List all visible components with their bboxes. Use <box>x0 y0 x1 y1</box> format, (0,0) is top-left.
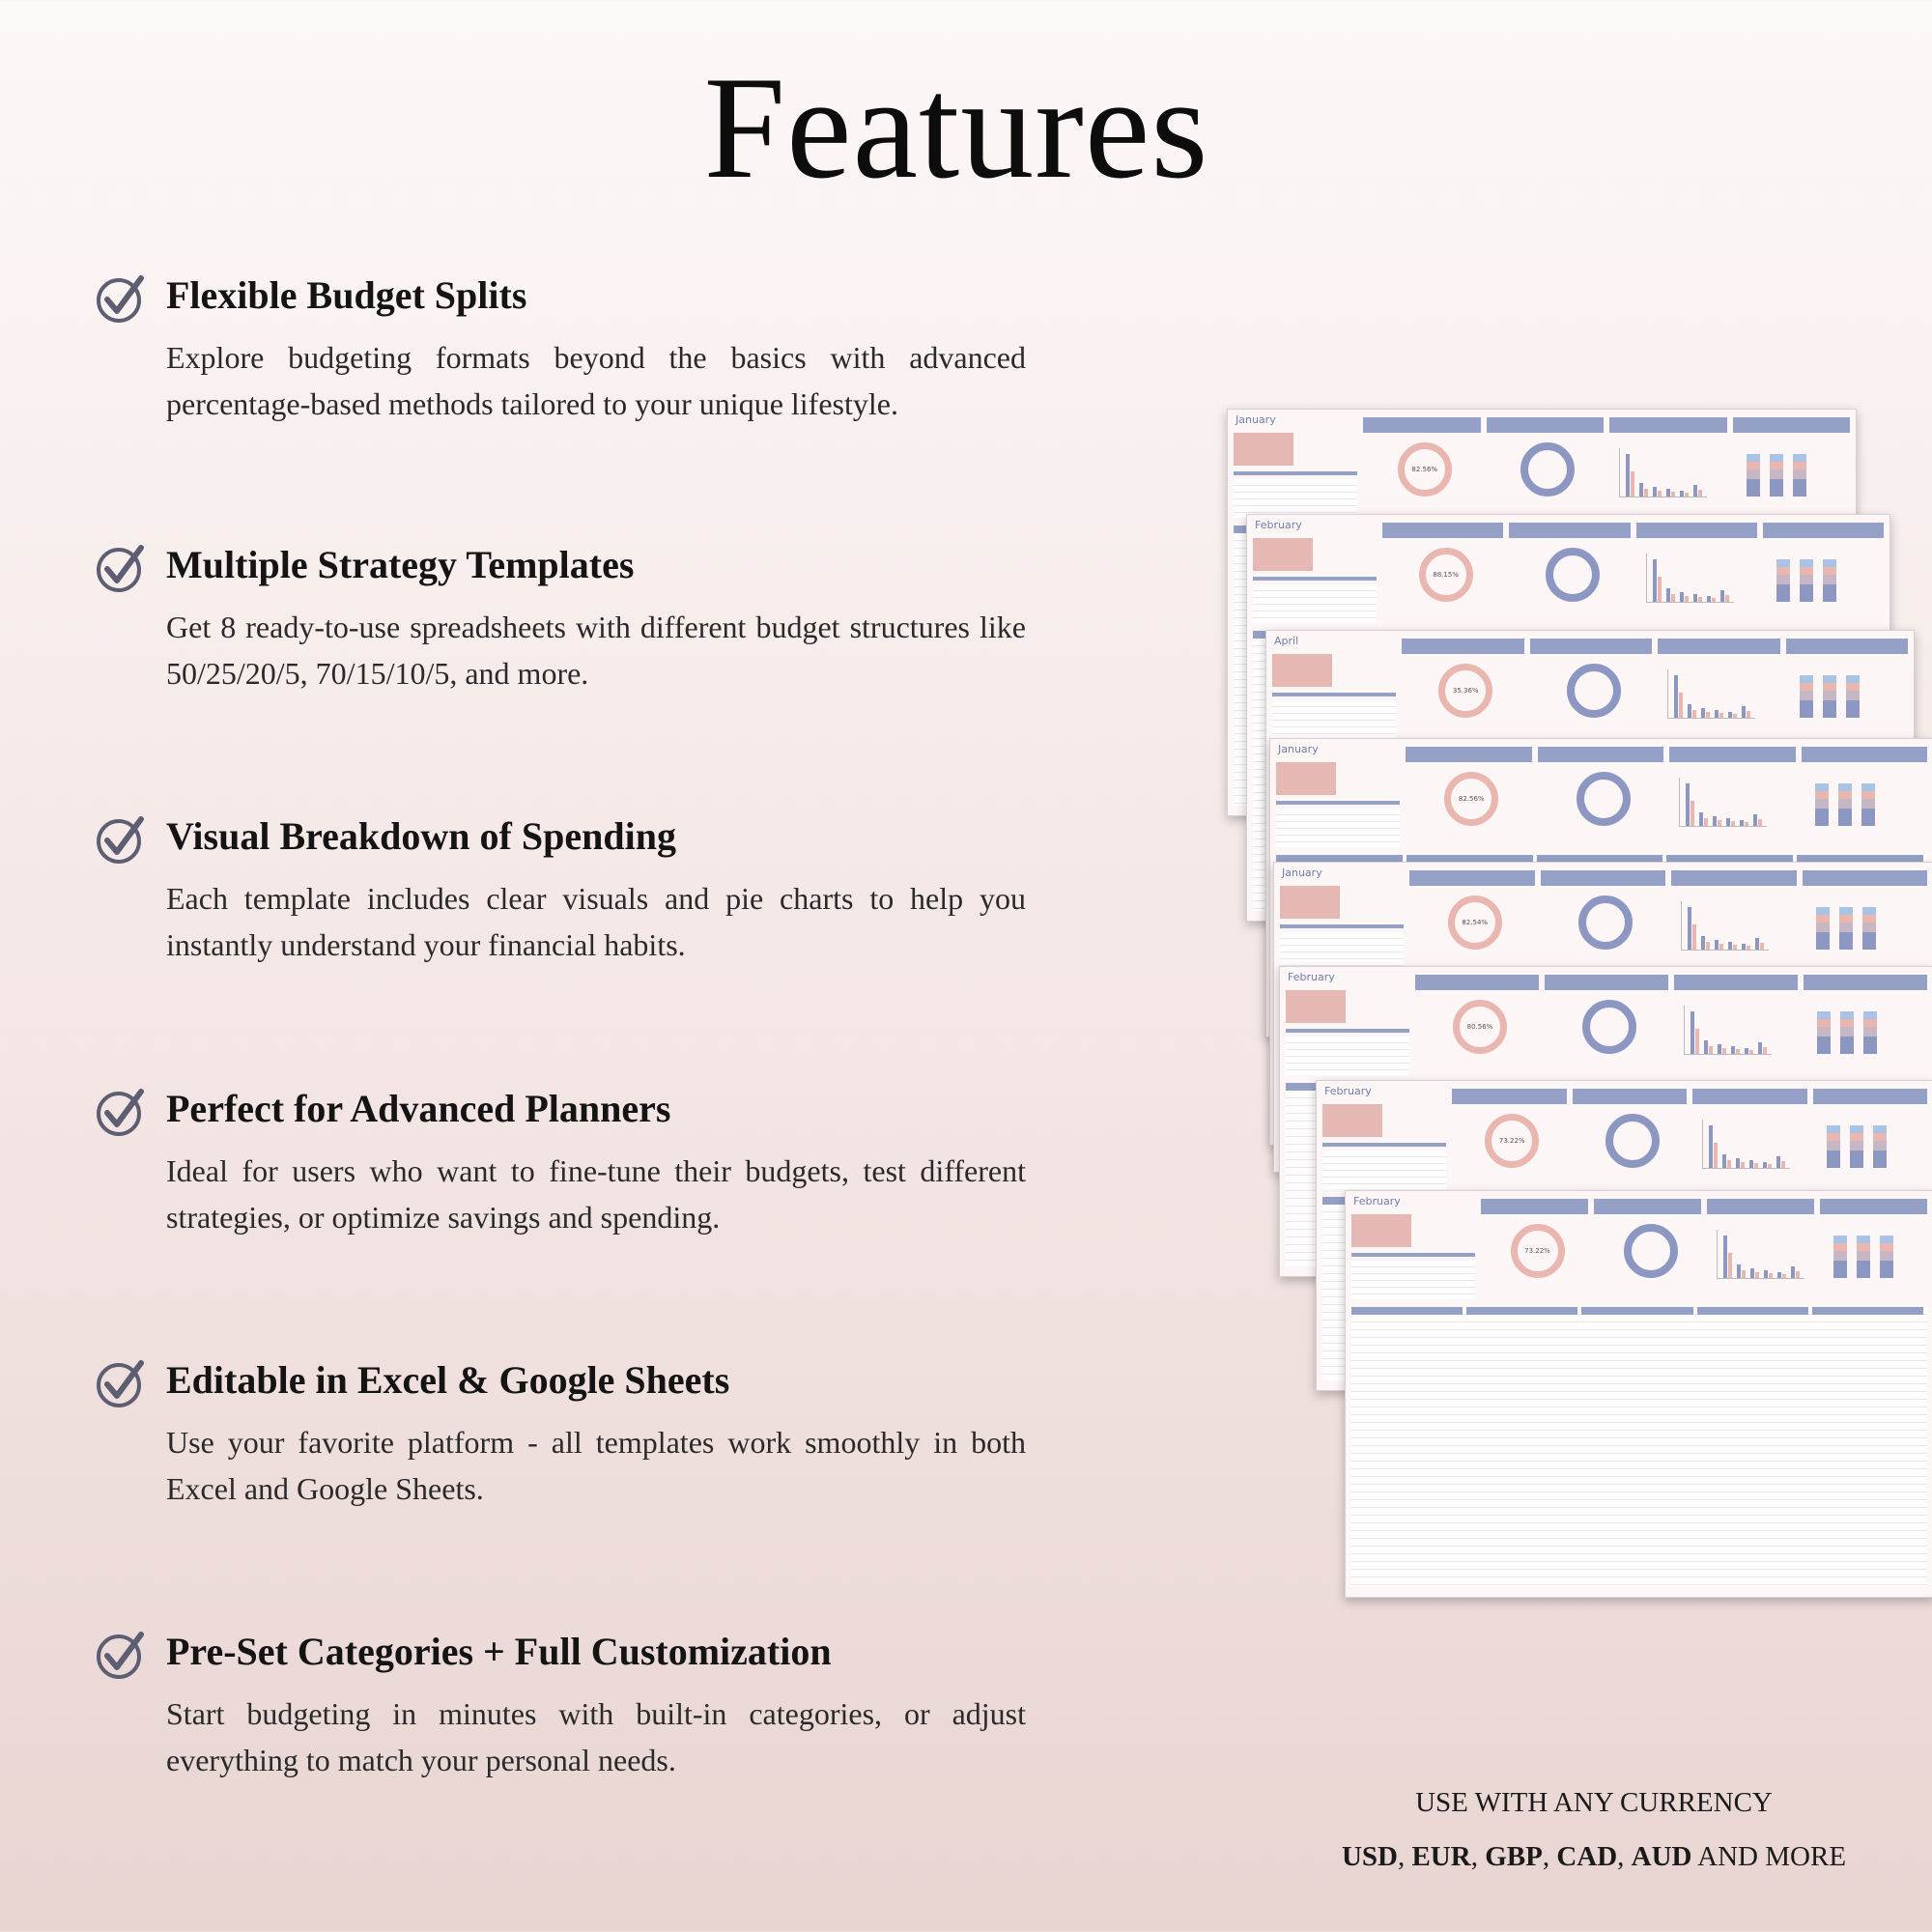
sheet-section-header <box>1406 747 1532 762</box>
sheet-month: February <box>1324 1085 1372 1097</box>
bar-mark <box>1714 1143 1718 1168</box>
bar-mark <box>1718 1044 1721 1054</box>
currency-suffix: AND MORE <box>1697 1841 1847 1872</box>
bar-mark <box>1719 944 1723 950</box>
feature-title: Editable in Excel & Google Sheets <box>166 1358 730 1402</box>
left-budget-donut <box>1448 895 1502 950</box>
sheet-date-box <box>1351 1214 1411 1247</box>
sheet-table-header <box>1351 1253 1475 1257</box>
bar-mark <box>1713 816 1717 826</box>
income-distribution-donut <box>1546 548 1600 602</box>
feature-title: Perfect for Advanced Planners <box>166 1087 671 1130</box>
bar-mark <box>1658 577 1662 602</box>
allocation-stack <box>1800 559 1813 602</box>
sheet-section-header <box>1636 523 1757 538</box>
sheet-section-header <box>1802 747 1928 762</box>
sheet-month: February <box>1353 1195 1401 1208</box>
left-budget-donut <box>1398 442 1452 497</box>
spreadsheet-preview <box>1345 1190 1932 1598</box>
sheet-section-header <box>1573 1089 1688 1104</box>
sheet-section-header <box>1804 975 1927 990</box>
sheet-section-header <box>1541 870 1666 886</box>
bar-mark <box>1755 1272 1759 1278</box>
bar-mark <box>1727 1160 1731 1168</box>
sheet-month: February <box>1288 971 1335 983</box>
bar-mark <box>1728 1253 1732 1278</box>
allocation-stack <box>1747 454 1760 497</box>
donut-label: 88.15% <box>1433 571 1459 579</box>
bar-mark <box>1742 1270 1746 1278</box>
bar-mark <box>1758 1042 1762 1054</box>
bar-mark <box>1688 704 1691 718</box>
donut-label: 73.22% <box>1498 1137 1525 1145</box>
left-budget-donut <box>1438 664 1492 718</box>
income-distribution-donut <box>1577 772 1631 826</box>
sheet-month: January <box>1236 413 1276 426</box>
donut-label: 82.54% <box>1462 919 1489 926</box>
allocation-stack <box>1833 1236 1847 1278</box>
bar-mark <box>1755 938 1759 950</box>
bar-mark <box>1747 711 1750 718</box>
income-distribution-donut <box>1582 1000 1636 1054</box>
income-distribution-donut <box>1605 1114 1660 1168</box>
income-distribution-donut <box>1567 664 1621 718</box>
check-circle-icon <box>95 811 149 866</box>
cash-flow-chart <box>1681 901 1769 951</box>
sheet-table-header <box>1234 471 1357 475</box>
allocation-stack <box>1800 675 1813 718</box>
donut-label: 82.56% <box>1458 795 1485 803</box>
bar-mark <box>1631 471 1634 497</box>
currency-code: EUR <box>1411 1841 1471 1872</box>
allocation-stack <box>1857 1236 1870 1278</box>
feature-description: Ideal for users who want to fine-tune their budgets, test different strategies, or optimize savings and spending. <box>166 1153 1026 1235</box>
sheet-table-rows <box>1351 1261 1475 1299</box>
bar-mark <box>1653 487 1657 497</box>
cash-flow-chart <box>1646 554 1734 603</box>
allocation-stack <box>1770 454 1783 497</box>
bar-mark <box>1737 1264 1741 1278</box>
sheet-section-header <box>1402 639 1524 654</box>
bar-mark <box>1706 712 1710 718</box>
bar-mark <box>1720 590 1724 602</box>
bar-mark <box>1688 907 1691 950</box>
sheet-lower-header <box>1697 1307 1808 1315</box>
bar-mark <box>1769 1273 1773 1278</box>
allocation-stack <box>1839 907 1853 950</box>
bar-mark <box>1782 1274 1786 1278</box>
bar-mark <box>1699 812 1703 826</box>
bar-mark <box>1704 1040 1708 1054</box>
sheet-table-header <box>1280 924 1404 928</box>
feature-description: Use your favorite platform - all templates work smoothly in both Excel and Google Sheets. <box>166 1425 1026 1506</box>
bar-mark <box>1692 710 1696 718</box>
currency-heading: USE WITH ANY CURRENCY <box>1415 1787 1773 1818</box>
bar-mark <box>1726 818 1730 826</box>
bar-mark <box>1731 1046 1735 1054</box>
sheet-section-header <box>1692 1089 1807 1104</box>
sheet-section-header <box>1671 870 1797 886</box>
sheet-date-box <box>1276 762 1336 795</box>
bar-mark <box>1742 706 1746 718</box>
bar-mark <box>1698 597 1702 602</box>
sheet-section-header <box>1733 417 1851 433</box>
bar-mark <box>1695 1029 1699 1054</box>
sheet-table-rows <box>1276 809 1400 847</box>
sheet-month: January <box>1278 743 1319 755</box>
income-distribution-donut <box>1578 895 1633 950</box>
bar-mark <box>1745 1048 1748 1054</box>
currency-code: USD <box>1341 1841 1398 1872</box>
allocation-stack <box>1817 1011 1831 1054</box>
bar-mark <box>1754 1163 1758 1168</box>
sheet-date-box <box>1272 654 1332 687</box>
allocation-stack <box>1816 907 1830 950</box>
allocation-stack <box>1776 559 1790 602</box>
cash-flow-chart <box>1702 1120 1790 1169</box>
bar-mark <box>1733 945 1737 950</box>
allocation-stack <box>1873 1125 1887 1168</box>
bar-mark <box>1679 693 1683 718</box>
sheet-section-header <box>1452 1089 1567 1104</box>
sheet-date-box <box>1286 990 1346 1023</box>
bar-mark <box>1753 814 1757 826</box>
income-distribution-donut <box>1520 442 1575 497</box>
allocation-stack <box>1863 1011 1877 1054</box>
check-circle-icon <box>95 1084 149 1138</box>
sheet-lower-table <box>1351 1307 1927 1587</box>
feature-description: Start budgeting in minutes with built-in categories, or adjust everything to match your personal needs. <box>166 1696 1026 1777</box>
sheet-section-header <box>1538 747 1664 762</box>
bar-mark <box>1736 1158 1740 1168</box>
sheet-section-header <box>1509 523 1630 538</box>
sheet-table-rows <box>1322 1151 1446 1189</box>
bar-mark <box>1750 1268 1754 1278</box>
bar-mark <box>1791 1266 1795 1278</box>
feature-title: Pre-Set Categories + Full Customization <box>166 1630 832 1673</box>
sheet-date-box <box>1234 433 1293 466</box>
sheet-table-rows <box>1253 584 1377 623</box>
cash-flow-chart <box>1667 669 1755 719</box>
sheet-table-rows <box>1286 1037 1409 1075</box>
bar-mark <box>1704 818 1708 826</box>
bar-mark <box>1733 714 1737 718</box>
bar-mark <box>1728 942 1732 950</box>
bar-mark <box>1626 454 1630 497</box>
left-budget-donut <box>1419 548 1473 602</box>
sheet-section-header <box>1674 975 1798 990</box>
bar-mark <box>1776 1156 1780 1168</box>
sheet-section-header <box>1409 870 1535 886</box>
bar-mark <box>1749 1160 1753 1168</box>
feature-title: Visual Breakdown of Spending <box>166 814 676 858</box>
bar-mark <box>1722 1154 1726 1168</box>
sheet-section-header <box>1545 975 1668 990</box>
bar-mark <box>1709 1046 1713 1054</box>
sheet-table-header <box>1322 1143 1446 1147</box>
bar-mark <box>1653 559 1657 602</box>
sheet-table-rows <box>1272 700 1396 739</box>
sheet-table-header <box>1276 801 1400 805</box>
bar-mark <box>1706 942 1710 950</box>
allocation-stack <box>1880 1236 1893 1278</box>
sheet-date-box <box>1280 886 1340 919</box>
sheet-section-header <box>1707 1199 1814 1214</box>
cash-flow-chart <box>1684 1006 1772 1055</box>
bar-mark <box>1763 1162 1767 1168</box>
sheet-section-header <box>1786 639 1909 654</box>
bar-mark <box>1742 944 1746 950</box>
sheet-section-header <box>1487 417 1605 433</box>
allocation-stack <box>1827 1125 1840 1168</box>
bar-mark <box>1749 1050 1753 1054</box>
currency-code: GBP <box>1485 1841 1543 1872</box>
sheet-month: February <box>1255 519 1302 531</box>
sheet-section-header <box>1820 1199 1927 1214</box>
allocation-stack <box>1861 783 1875 826</box>
bar-mark <box>1685 493 1689 497</box>
bar-mark <box>1693 485 1697 497</box>
feature-description: Each template includes clear visuals and pie charts to help you instantly understand your financial habits. <box>166 881 1026 962</box>
currency-list: USD, EUR, GBP, CAD, AUD AND MORE <box>1341 1841 1847 1872</box>
sheet-date-box <box>1253 538 1313 571</box>
donut-label: 35.36% <box>1452 687 1479 695</box>
sheet-section-header <box>1594 1199 1701 1214</box>
income-distribution-donut <box>1624 1224 1678 1278</box>
feature-title: Multiple Strategy Templates <box>166 543 635 586</box>
bar-mark <box>1707 596 1711 602</box>
sheet-section-header <box>1382 523 1503 538</box>
sheet-lower-header <box>1581 1307 1692 1315</box>
allocation-stack <box>1793 454 1806 497</box>
allocation-stack <box>1862 907 1876 950</box>
allocation-stack <box>1850 1125 1863 1168</box>
currency-code: AUD <box>1631 1841 1692 1872</box>
cash-flow-chart <box>1679 778 1767 827</box>
sheet-section-header <box>1530 639 1653 654</box>
donut-label: 73.22% <box>1524 1247 1550 1255</box>
bar-mark <box>1666 489 1670 497</box>
bar-mark <box>1658 491 1662 497</box>
feature-title: Flexible Budget Splits <box>166 273 527 317</box>
cash-flow-chart <box>1717 1230 1804 1279</box>
check-circle-icon <box>95 270 149 325</box>
sheet-table-header <box>1253 577 1377 581</box>
bar-mark <box>1725 595 1729 602</box>
bar-mark <box>1728 712 1732 718</box>
bar-mark <box>1701 936 1705 950</box>
bar-mark <box>1781 1161 1785 1168</box>
feature-description: Get 8 ready-to-use spreadsheets with different budget structures like 50/25/20/5, 70/15/10/5, and more. <box>166 610 1026 691</box>
bar-mark <box>1639 483 1643 497</box>
sheet-table-rows <box>1280 932 1404 971</box>
feature-description: Explore budgeting formats beyond the basics with advanced percentage-based methods tailored to your unique lifestyle. <box>166 340 1026 421</box>
sheet-section-header <box>1415 975 1539 990</box>
donut-label: 82.56% <box>1411 466 1438 473</box>
bar-mark <box>1740 820 1744 826</box>
bar-mark <box>1693 594 1697 602</box>
sheet-section-header <box>1669 747 1796 762</box>
bar-mark <box>1671 594 1675 602</box>
bar-mark <box>1671 492 1675 497</box>
bar-mark <box>1764 1270 1768 1278</box>
bar-mark <box>1692 924 1696 950</box>
allocation-stack <box>1823 559 1836 602</box>
bar-mark <box>1731 821 1735 826</box>
page-title: Features <box>703 46 1209 209</box>
bar-mark <box>1680 592 1684 602</box>
sheet-table-header <box>1272 693 1396 696</box>
bar-mark <box>1674 675 1678 718</box>
bar-mark <box>1760 943 1764 950</box>
bar-mark <box>1745 822 1748 826</box>
bar-mark <box>1763 1047 1767 1054</box>
cash-flow-chart <box>1619 448 1707 497</box>
sheet-section-header <box>1763 523 1884 538</box>
bar-mark <box>1777 1272 1781 1278</box>
sheet-month: April <box>1274 635 1299 647</box>
sheet-section-header <box>1363 417 1481 433</box>
bar-mark <box>1686 783 1690 826</box>
sheet-section-header <box>1658 639 1780 654</box>
sheet-section-header <box>1609 417 1727 433</box>
bar-mark <box>1719 713 1723 718</box>
sheet-section-header <box>1813 1089 1928 1104</box>
bar-mark <box>1690 1011 1694 1054</box>
sheet-table-header <box>1286 1029 1409 1033</box>
sheet-date-box <box>1322 1104 1382 1137</box>
bar-mark <box>1666 588 1670 602</box>
bar-mark <box>1685 596 1689 602</box>
bar-mark <box>1741 1162 1745 1168</box>
allocation-stack <box>1846 675 1860 718</box>
sheet-table-rows <box>1234 479 1357 518</box>
sheet-section-header <box>1481 1199 1588 1214</box>
check-circle-icon <box>95 540 149 594</box>
bar-mark <box>1690 801 1694 826</box>
check-circle-icon <box>95 1627 149 1681</box>
sheet-lower-header <box>1812 1307 1923 1315</box>
allocation-stack <box>1823 675 1836 718</box>
left-budget-donut <box>1511 1224 1565 1278</box>
bar-mark <box>1715 710 1719 718</box>
bar-mark <box>1709 1125 1713 1168</box>
sheet-month: January <box>1282 867 1322 879</box>
bar-mark <box>1698 490 1702 497</box>
bar-mark <box>1747 946 1750 950</box>
bar-mark <box>1723 1236 1727 1278</box>
left-budget-donut <box>1485 1114 1539 1168</box>
bar-mark <box>1680 491 1684 497</box>
bar-mark <box>1644 489 1648 497</box>
donut-label: 80.56% <box>1466 1023 1493 1031</box>
bar-mark <box>1701 708 1705 718</box>
bar-mark <box>1718 820 1721 826</box>
bar-mark <box>1722 1048 1726 1054</box>
bar-mark <box>1796 1271 1800 1278</box>
check-circle-icon <box>95 1355 149 1409</box>
allocation-stack <box>1815 783 1829 826</box>
bar-mark <box>1715 940 1719 950</box>
currency-code: CAD <box>1556 1841 1618 1872</box>
sheet-section-header <box>1803 870 1928 886</box>
left-budget-donut <box>1444 772 1498 826</box>
bar-mark <box>1736 1049 1740 1054</box>
sheet-lower-header <box>1466 1307 1577 1315</box>
allocation-stack <box>1840 1011 1854 1054</box>
sheet-lower-header <box>1351 1307 1463 1315</box>
bar-mark <box>1712 598 1716 602</box>
allocation-stack <box>1838 783 1852 826</box>
bar-mark <box>1768 1164 1772 1168</box>
left-budget-donut <box>1453 1000 1507 1054</box>
bar-mark <box>1758 819 1762 826</box>
